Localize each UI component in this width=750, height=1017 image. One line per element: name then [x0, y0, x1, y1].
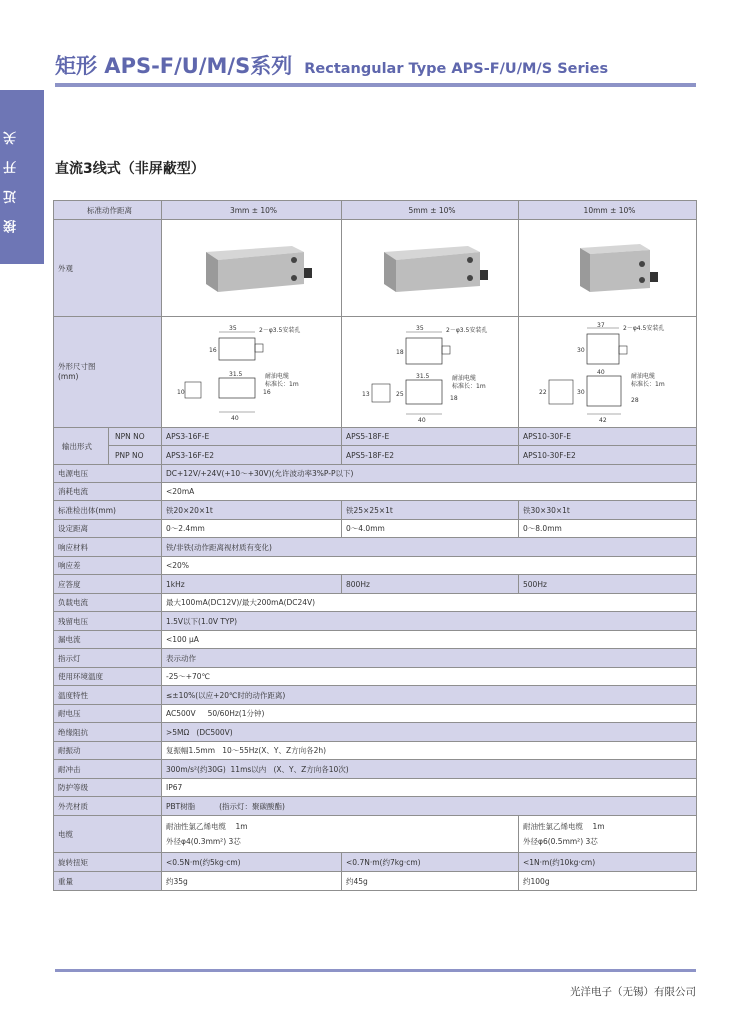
row-value: 最大100mA(DC12V)/最大200mA(DC24V): [162, 594, 697, 612]
distance-col-2: 5mm ± 10%: [342, 201, 519, 220]
table-row-protection: [54, 779, 697, 797]
section-title: 直流3线式（非屏蔽型）: [55, 161, 205, 177]
cable-right-line1: 耐油性氯乙烯电缆 1m: [523, 822, 605, 831]
row-label: 响应差: [54, 557, 162, 575]
table-row-indicator: [54, 649, 697, 668]
svg-text:40: 40: [597, 369, 605, 376]
table-row-dimensions: [54, 317, 697, 428]
pnp-model-2: APS5-18F-E2: [342, 446, 519, 465]
table-row-hysteresis: [54, 557, 697, 575]
table-row-torque: [54, 853, 697, 872]
row-value-1: 0～2.4mm: [162, 520, 342, 538]
row-label: 标准动作距离: [54, 201, 162, 220]
table-row-target: [54, 501, 697, 520]
dimension-cell-2: [342, 317, 519, 428]
table-row-power: [54, 465, 697, 483]
dimension-drawing-1: [171, 320, 336, 424]
pnp-model-1: APS3-16F-E2: [162, 446, 342, 465]
table-row-setting: [54, 520, 697, 538]
row-value-3: 约100g: [519, 872, 697, 891]
npn-model-2: APS5-18F-E: [342, 428, 519, 446]
row-label: 设定距离: [54, 520, 162, 538]
svg-text:18: 18: [395, 349, 404, 356]
svg-text:18: 18: [449, 395, 458, 402]
table-row-shock: [54, 760, 697, 779]
cable-left-line2: 外径φ4(0.3mm²) 3芯: [166, 837, 241, 846]
row-value: AC500V 50/60Hz(1分钟): [162, 705, 697, 723]
row-label: 响应材料: [54, 538, 162, 557]
row-value: <20mA: [162, 483, 697, 501]
distance-col-3: 10mm ± 10%: [519, 201, 697, 220]
svg-text:31.5: 31.5: [229, 371, 243, 378]
table-row-vibration: [54, 742, 697, 760]
pnp-model-3: APS10-30F-E2: [519, 446, 697, 465]
table-row-weight: [54, 872, 697, 891]
svg-text:25: 25: [395, 391, 404, 398]
dimension-drawing-2: [350, 320, 515, 424]
svg-text:22: 22: [539, 389, 547, 396]
table-row-pnp: [54, 446, 697, 465]
row-label: 重量: [54, 872, 162, 891]
row-value-2: <0.7N·m(约7kg·cm): [342, 853, 519, 872]
svg-text:35: 35: [229, 325, 237, 332]
row-value-1: 铁20×20×1t: [162, 501, 342, 520]
side-tab: [0, 90, 44, 264]
dimension-cell-3: [519, 317, 697, 428]
cable-right-line2: 外径φ6(0.5mm²) 3芯: [523, 837, 598, 846]
table-row-voltage: [54, 705, 697, 723]
row-label: 外壳材质: [54, 797, 162, 816]
row-label: 防护等级: [54, 779, 162, 797]
row-value-1: 约35g: [162, 872, 342, 891]
row-label: 输出形式: [54, 428, 109, 465]
row-label: 负载电流: [54, 594, 162, 612]
table-row-appearance: [54, 220, 697, 317]
table-row-leakage: [54, 631, 697, 649]
row-label: 标准检出体(mm): [54, 501, 162, 520]
row-label: 耐振动: [54, 742, 162, 760]
row-value: 铁/非铁(动作距离视材质有变化): [162, 538, 697, 557]
row-value-3: 铁30×30×1t: [519, 501, 697, 520]
svg-text:28: 28: [631, 397, 639, 404]
svg-text:标准长：1m: 标准长：1m: [265, 381, 299, 388]
row-value: DC+12V/+24V(+10～+30V)(允许波动率3%P-P以下): [162, 465, 697, 483]
svg-text:42: 42: [599, 417, 607, 424]
svg-text:耐油电缆: 耐油电缆: [631, 373, 656, 380]
row-label: 指示灯: [54, 649, 162, 668]
sensor-photo-1: [194, 238, 314, 298]
row-label: 外形尺寸图 (mm): [54, 317, 162, 428]
table-row-insulation: [54, 723, 697, 742]
svg-text:标准长：1m: 标准长：1m: [631, 381, 665, 388]
svg-text:16: 16: [263, 389, 271, 396]
sensor-photo-3: [550, 238, 670, 298]
svg-text:2－φ3.5安装孔: 2－φ3.5安装孔: [445, 327, 487, 334]
row-value: 复振幅1.5mm 10～55Hz(X、Y、Z方向各2h): [162, 742, 697, 760]
row-label: 使用环境温度: [54, 668, 162, 686]
footer-rule: [55, 969, 696, 972]
table-row-npn: [54, 428, 697, 446]
table-row-ambient: [54, 668, 697, 686]
sensor-photo-2: [372, 238, 492, 298]
row-label: 漏电流: [54, 631, 162, 649]
row-label: 电缆: [54, 816, 162, 853]
svg-text:35: 35: [415, 325, 424, 332]
npn-label: NPN NO: [109, 428, 162, 446]
svg-text:13: 13: [361, 391, 370, 398]
row-label: 温度特性: [54, 686, 162, 705]
table-row-residual: [54, 612, 697, 631]
row-value: >5MΩ (DC500V): [162, 723, 697, 742]
table-row-load: [54, 594, 697, 612]
table-row-housing: [54, 797, 697, 816]
row-label: 应答度: [54, 575, 162, 594]
svg-text:40: 40: [231, 415, 239, 422]
svg-text:30: 30: [577, 389, 585, 396]
svg-text:10: 10: [177, 389, 185, 396]
svg-text:30: 30: [577, 347, 585, 354]
row-value: 1.5V以下(1.0V TYP): [162, 612, 697, 631]
row-label: 消耗电流: [54, 483, 162, 501]
row-label: 绝缘阻抗: [54, 723, 162, 742]
row-value: <20%: [162, 557, 697, 575]
row-value: PBT树脂 (指示灯：聚碳酸酯): [162, 797, 697, 816]
row-value-3: <1N·m(约10kg·cm): [519, 853, 697, 872]
appearance-cell-2: [342, 220, 519, 317]
svg-text:31.5: 31.5: [415, 373, 429, 380]
row-value: <100 μA: [162, 631, 697, 649]
cable-left-line1: 耐油性氯乙烯电缆 1m: [166, 822, 248, 831]
row-value: ≤±10%(以应+20℃时的动作距离): [162, 686, 697, 705]
row-value-2: 约45g: [342, 872, 519, 891]
dimension-drawing-3: [527, 320, 692, 424]
pnp-label: PNP NO: [109, 446, 162, 465]
row-value: 表示动作: [162, 649, 697, 668]
npn-model-1: APS3-16F-E: [162, 428, 342, 446]
svg-text:37: 37: [597, 322, 605, 329]
table-row-temp: [54, 686, 697, 705]
title-chinese: 矩形 APS-F/U/M/S系列: [55, 54, 293, 78]
row-label: 耐电压: [54, 705, 162, 723]
row-value-2: 铁25×25×1t: [342, 501, 519, 520]
row-label: 电源电压: [54, 465, 162, 483]
row-value-2: 800Hz: [342, 575, 519, 594]
title-english: Rectangular Type APS-F/U/M/S Series: [304, 61, 609, 77]
distance-col-1: 3mm ± 10%: [162, 201, 342, 220]
row-label: 外观: [54, 220, 162, 317]
row-value-3: 500Hz: [519, 575, 697, 594]
table-row-frequency: [54, 575, 697, 594]
appearance-cell-1: [162, 220, 342, 317]
table-row-consumption: [54, 483, 697, 501]
company-name: 光洋电子（无锡）有限公司: [570, 986, 696, 998]
side-tab-label: 接 近 开 关: [4, 125, 19, 233]
cable-right: [519, 816, 697, 853]
row-value-1: <0.5N·m(约5kg·cm): [162, 853, 342, 872]
row-value-2: 0～4.0mm: [342, 520, 519, 538]
npn-model-3: APS10-30F-E: [519, 428, 697, 446]
row-value: -25～+70℃: [162, 668, 697, 686]
spec-table: [53, 200, 697, 891]
row-label: 旋转扭矩: [54, 853, 162, 872]
table-row-material: [54, 538, 697, 557]
dimension-cell-1: [162, 317, 342, 428]
svg-text:耐油电缆: 耐油电缆: [265, 373, 290, 380]
svg-text:标准长：1m: 标准长：1m: [451, 383, 486, 390]
page-title: [55, 50, 608, 80]
row-label: 残留电压: [54, 612, 162, 631]
table-row-cable: [54, 816, 697, 853]
row-value: IP67: [162, 779, 697, 797]
appearance-cell-3: [519, 220, 697, 317]
cable-left: [162, 816, 519, 853]
svg-text:耐油电缆: 耐油电缆: [451, 375, 476, 382]
row-value-3: 0～8.0mm: [519, 520, 697, 538]
row-value: 300m/s²(约30G) 11ms以内 (X、Y、Z方向各10次): [162, 760, 697, 779]
svg-text:2－φ3.5安装孔: 2－φ3.5安装孔: [259, 327, 301, 334]
row-value-1: 1kHz: [162, 575, 342, 594]
svg-text:16: 16: [209, 347, 217, 354]
row-label: 耐冲击: [54, 760, 162, 779]
table-row-distance: [54, 201, 697, 220]
svg-text:2－φ4.5安装孔: 2－φ4.5安装孔: [623, 325, 665, 332]
svg-text:40: 40: [417, 417, 426, 424]
header-rule: [55, 83, 696, 87]
